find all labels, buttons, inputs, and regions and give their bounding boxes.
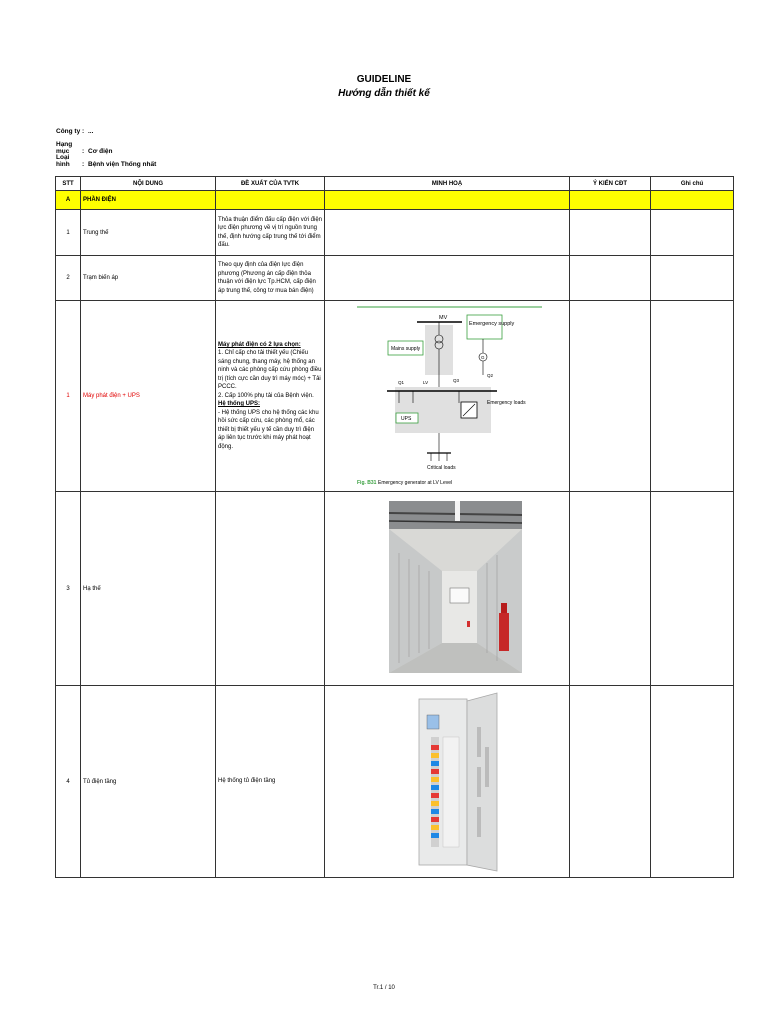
section-row bbox=[56, 191, 734, 210]
row-stt: 4 bbox=[56, 686, 81, 878]
page-subtitle: Hướng dẫn thiết kế bbox=[338, 88, 430, 99]
row-proposal: Thỏa thuận điểm đấu cấp điện với điện lực điện phương về vị trí nguồn trung thế, định hướng cấp trung thế tới điểm đấu. bbox=[216, 210, 325, 256]
row-content: Máy phát điện + UPS bbox=[81, 301, 216, 492]
header-notes: Ghi chú bbox=[651, 177, 734, 191]
row-proposal: Theo quy định của điện lực điện phương (Phương án cấp điện thỏa thuận với điện lực Tp.HCM, cấp điện áp trung thế, công tơ mua bán điện) bbox=[216, 256, 325, 301]
page-number: Tr.1 / 10 bbox=[373, 985, 395, 991]
meta-type: Loại hình : Bệnh viện Thống nhất bbox=[56, 154, 157, 168]
row-stt: 3 bbox=[56, 492, 81, 686]
diagram-caption-fig: Fig. B31 bbox=[357, 479, 377, 486]
proposal-heading: Máy phát điện có 2 lựa chọn: bbox=[218, 341, 301, 348]
diagram-label: Critical loads bbox=[427, 464, 456, 471]
diagram-label: Q3 bbox=[453, 377, 460, 383]
meta-value: Cơ điện bbox=[88, 148, 113, 155]
proposal-option-2: 2. Cấp 100% phụ tải của Bệnh viện. bbox=[218, 392, 314, 399]
diagram-label: Emergency loads bbox=[487, 399, 526, 406]
section-label: PHẦN ĐIỆN bbox=[81, 191, 216, 210]
table-row bbox=[56, 686, 734, 878]
illustration-cell bbox=[325, 686, 570, 878]
floor-panel-photo bbox=[327, 687, 567, 875]
table-row bbox=[56, 492, 734, 686]
meta-key: Hạng mục bbox=[56, 141, 73, 155]
emergency-supply-box bbox=[467, 315, 502, 339]
illustration-cell bbox=[325, 492, 570, 686]
diagram-label: G bbox=[481, 354, 485, 360]
page-title: GUIDELINE bbox=[356, 74, 412, 85]
table-row bbox=[56, 210, 734, 256]
proposal-option-1: 1. Chỉ cấp cho tải thiết yếu (Chiếu sáng chung, thang máy, hệ thống an ninh và các phòng cấp cứu phòng điều trị (tích cực cần duy trì máy móc) + Tải PCCC. bbox=[218, 350, 322, 391]
row-content: Tủ điện tầng bbox=[81, 686, 216, 878]
diagram-label: Emergency supply bbox=[469, 320, 515, 327]
diagram-label: Q2 bbox=[487, 372, 494, 378]
row-proposal: Hệ thống tủ điện tầng bbox=[216, 686, 325, 878]
header-proposal: ĐỀ XUẤT CỦA TVTK bbox=[216, 177, 325, 191]
row-stt: 2 bbox=[56, 256, 81, 301]
table-row bbox=[56, 301, 734, 492]
row-content: Trung thế bbox=[81, 210, 216, 256]
meta-value: Bệnh viện Thống nhất bbox=[88, 161, 157, 168]
diagram-caption: Emergency generator at LV Level bbox=[378, 479, 453, 486]
header-content: NỘI DUNG bbox=[81, 177, 216, 191]
diagram-label: MV bbox=[439, 314, 448, 321]
table-header-row bbox=[56, 177, 734, 191]
meta-company: Công ty : ... bbox=[56, 128, 94, 135]
illustration-cell bbox=[325, 301, 570, 492]
row-proposal bbox=[216, 492, 325, 686]
meta-value: ... bbox=[88, 128, 94, 135]
table-row bbox=[56, 256, 734, 301]
switchroom-photo bbox=[327, 493, 567, 683]
diagram-label: Mains supply bbox=[391, 345, 421, 352]
section-stt: A bbox=[56, 191, 81, 210]
row-content: Trạm biến áp bbox=[81, 256, 216, 301]
diagram-label: Q1 bbox=[398, 379, 405, 385]
emergency-generator-diagram bbox=[327, 303, 567, 488]
row-content: Hạ thế bbox=[81, 492, 216, 686]
header-illustration: MINH HOẠ bbox=[325, 177, 570, 191]
meta-key: Công ty bbox=[56, 128, 81, 135]
header-investor-opinion: Ý KIẾN CĐT bbox=[570, 177, 651, 191]
diagram-label: LV bbox=[423, 379, 429, 385]
diagram-label: UPS bbox=[401, 415, 412, 422]
row-stt: 1 bbox=[56, 210, 81, 256]
proposal-ups-text: - Hệ thống UPS cho hệ thống các khu hồi sức cấp cứu, các phòng mổ, các thiết bị thiết yếu y tế cần duy trì điện áp liên tục trước khi máy phát hoạt động. bbox=[218, 409, 319, 450]
row-stt: 1 bbox=[56, 301, 81, 492]
meta-category: Hạng mục : Cơ điện bbox=[56, 141, 113, 155]
meta-key: Loại hình bbox=[56, 154, 70, 168]
row-proposal bbox=[216, 301, 325, 492]
header-stt: STT bbox=[56, 177, 81, 191]
guideline-table bbox=[55, 176, 734, 878]
proposal-ups-heading: Hệ thống UPS: bbox=[218, 401, 260, 408]
